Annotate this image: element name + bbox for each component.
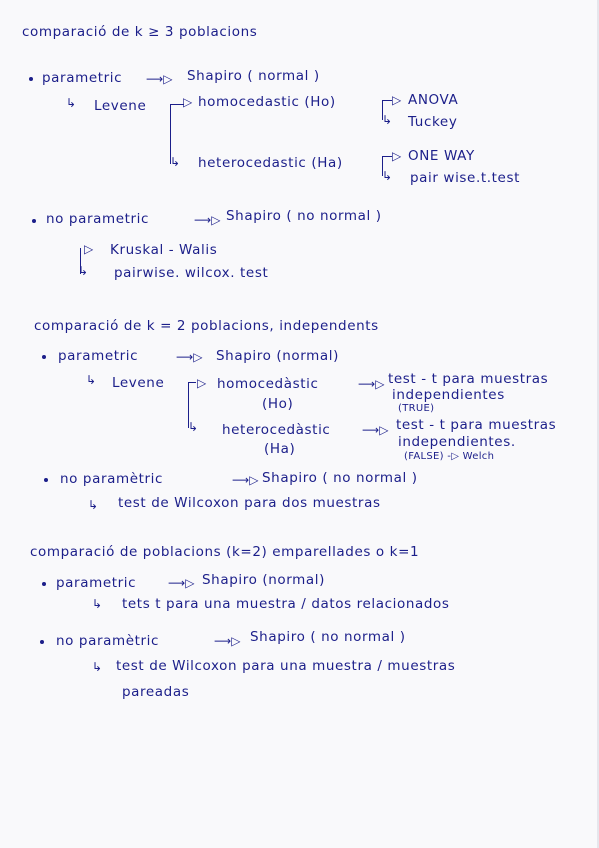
corner-arrow-icon: ↳ (382, 169, 393, 183)
wilcoxon-paired: pareadas (122, 684, 190, 700)
bullet (32, 219, 36, 223)
ttest-independent-1: test - t para muestras (388, 371, 549, 387)
one-way-label: ONE WAY (408, 148, 475, 164)
independientes-1: independientes (392, 387, 505, 403)
arrow-icon: ▷ (392, 93, 402, 107)
corner-arrow-icon: ↳ (382, 113, 393, 127)
homo-code: (Ho) (262, 396, 294, 412)
shapiro-no-normal: Shapiro ( no normal ) (250, 629, 406, 645)
corner-arrow-icon: ↳ (170, 155, 181, 169)
levene-label: Levene (112, 375, 165, 391)
false-welch-label: (FALSE) -▷ Welch (404, 451, 495, 462)
arrow-icon: ▷ (84, 242, 94, 256)
parametric-label: parametric (42, 70, 123, 86)
kruskal-walis-label: Kruskal - Walis (110, 242, 218, 258)
section-3-title: comparació de poblacions (k=2) emparellades o k=1 (30, 544, 420, 560)
bracket-top (382, 100, 392, 101)
bracket-top (382, 156, 392, 157)
corner-arrow-icon: ↳ (86, 373, 97, 387)
levene-label: Levene (94, 98, 147, 114)
bullet (44, 478, 48, 482)
wilcoxon-one-sample: test de Wilcoxon para una muestra / muestras (116, 658, 456, 674)
independientes-2: independientes. (398, 434, 516, 450)
arrow-icon: ⟶▷ (232, 473, 259, 487)
homocedastic-label: homocedastic (Ho) (198, 94, 336, 110)
true-label: (TRUE) (398, 403, 435, 414)
ttest-independent-2: test - t para muestras (396, 417, 557, 433)
arrow-icon: ⟶▷ (362, 423, 389, 437)
shapiro-no-normal: Shapiro ( no normal ) (226, 208, 382, 224)
non-parametric-label: no parametric (46, 211, 150, 227)
bullet (42, 582, 46, 586)
heterocedastic-label: heterocedàstic (222, 422, 331, 438)
arrow-icon: ⟶▷ (168, 576, 195, 590)
pairwise-wilcox-label: pairwise. wilcox. test (114, 265, 269, 281)
corner-arrow-icon: ↳ (188, 420, 199, 434)
shapiro-normal: Shapiro (normal) (216, 348, 339, 364)
section-1-title: comparació de k ≥ 3 poblacions (22, 24, 258, 40)
tukey-label: Tuckey (408, 114, 458, 130)
non-parametric-label: no paramètric (60, 471, 164, 487)
section-2-title: comparació de k = 2 poblacions, independents (34, 318, 379, 334)
bullet (42, 355, 46, 359)
hetero-code: (Ha) (264, 441, 296, 457)
tets-t-one-sample: tets t para una muestra / datos relacionados (122, 596, 450, 612)
shapiro-normal: Shapiro (normal) (202, 572, 325, 588)
corner-arrow-icon: ↳ (88, 498, 99, 512)
arrow-icon: ⟶▷ (358, 377, 385, 391)
bullet (40, 640, 44, 644)
bullet (29, 77, 33, 81)
corner-arrow-icon: ↳ (92, 660, 103, 674)
wilcoxon-two-samples: test de Wilcoxon para dos muestras (118, 495, 381, 511)
homocedastic-label: homocedàstic (217, 376, 319, 392)
corner-arrow-icon: ↳ (92, 597, 103, 611)
heterocedastic-label: heterocedastic (Ha) (198, 155, 343, 171)
arrow-icon: ▷ (183, 95, 193, 109)
arrow-icon: ⟶▷ (194, 213, 221, 227)
arrow-icon: ▷ (392, 149, 402, 163)
arrow-icon: ⟶▷ (146, 72, 173, 86)
anova-label: ANOVA (408, 92, 459, 108)
bracket-top (188, 382, 196, 383)
parametric-label: parametric (58, 348, 139, 364)
arrow-icon: ⟶▷ (176, 350, 203, 364)
corner-arrow-icon: ↳ (66, 96, 77, 110)
arrow-icon: ⟶▷ (214, 634, 241, 648)
shapiro-no-normal: Shapiro ( no normal ) (262, 470, 418, 486)
parametric-label: parametric (56, 575, 137, 591)
non-parametric-label: no paramètric (56, 633, 160, 649)
arrow-icon: ▷ (197, 376, 207, 390)
pairwise-t-test-label: pair wise.t.test (410, 170, 520, 186)
bracket-top (170, 104, 184, 105)
shapiro-normal: Shapiro ( normal ) (187, 68, 320, 84)
corner-arrow-icon: ↳ (78, 264, 89, 278)
